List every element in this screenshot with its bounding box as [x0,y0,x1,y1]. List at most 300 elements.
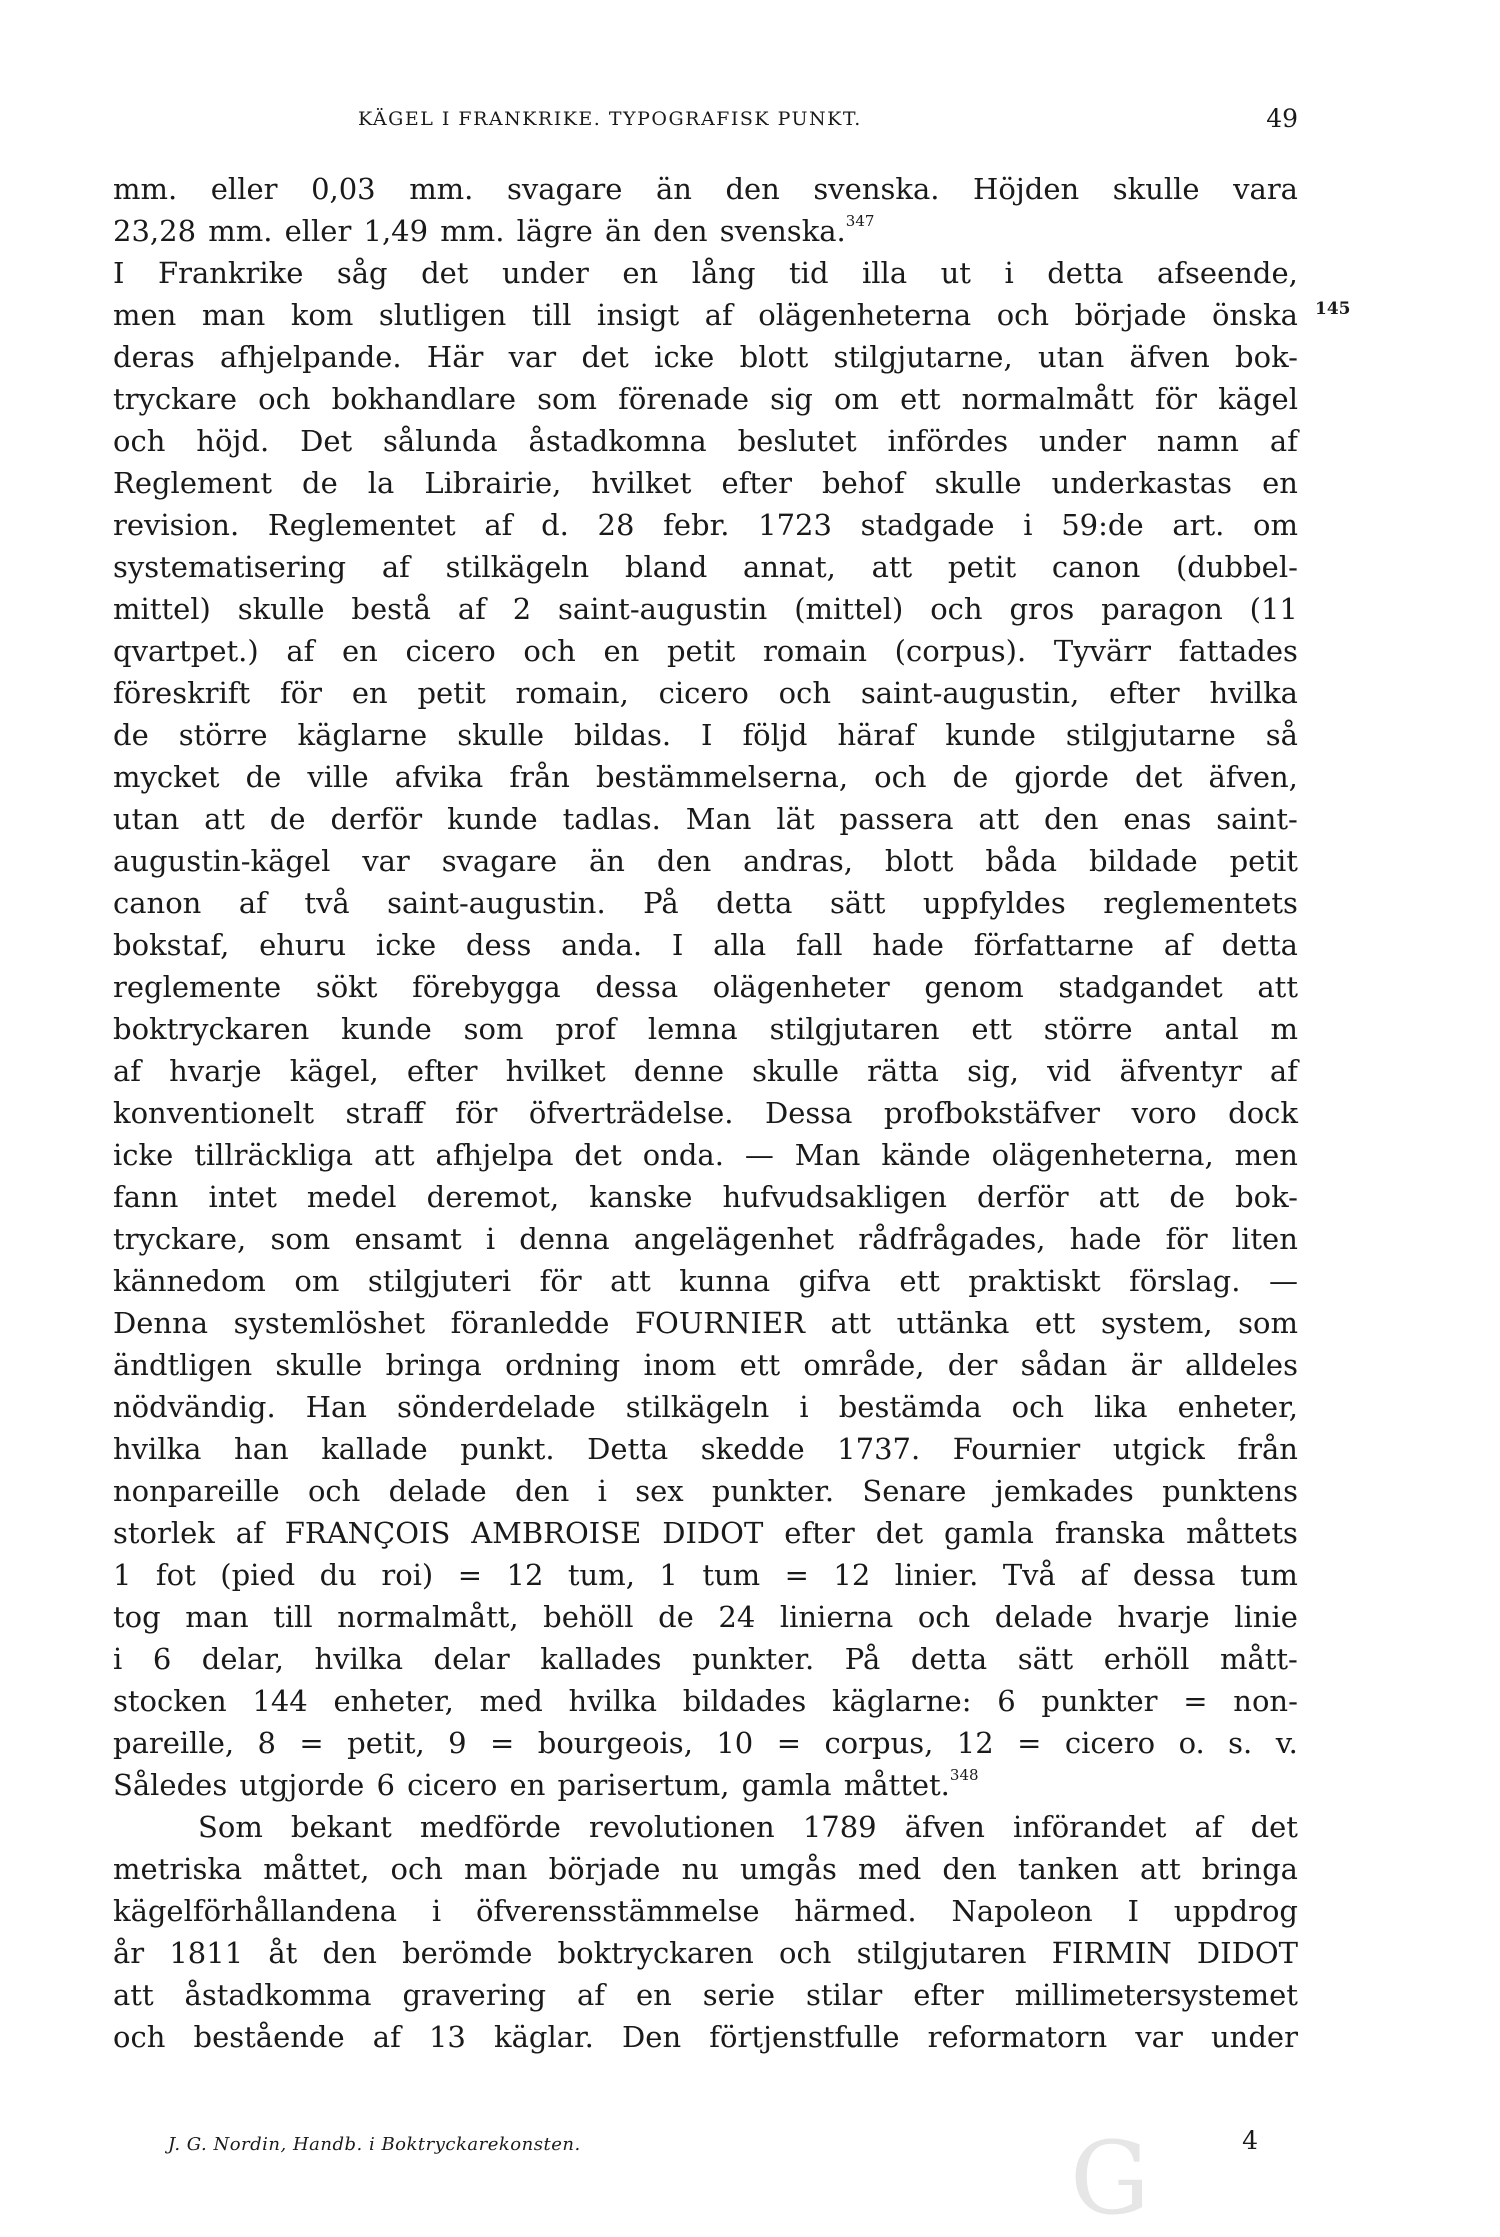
word: enas [1123,802,1192,836]
word: äfventyr [1119,1054,1242,1088]
word: en [1262,466,1298,500]
word: detta [1221,928,1298,962]
word: behof [822,466,905,500]
word: att [373,1138,415,1172]
word: slutligen [378,298,507,332]
word: af [1163,928,1192,962]
word: olägenheterna [758,298,972,332]
word: der [947,1348,998,1382]
word: 1 [659,1558,678,1592]
word: revolutionen [589,1810,775,1844]
text-line [113,546,1298,588]
word: Här [426,340,484,374]
word: romain, [515,676,629,710]
word: svagare [441,844,558,878]
word: att [610,1264,651,1298]
word: delar [433,1642,510,1676]
word: område, [803,1348,925,1382]
word: boktryckaren [113,1012,310,1046]
word: af [1194,1810,1223,1844]
word: måttets [1186,1516,1298,1550]
word: Reglementet [267,508,456,542]
text-line [113,1848,1298,1890]
word: tadlas. [562,802,661,836]
word: om [294,1264,340,1298]
word: kom [290,298,354,332]
word: skulle [237,592,325,626]
word: bringa [1201,1852,1298,1886]
word: = [776,1726,801,1760]
word: skulle [934,466,1022,500]
text-line [113,1890,1298,1932]
word: uppfyldes [922,886,1066,920]
word: namn [1156,424,1239,458]
word: öfverensstämmelse [475,1894,760,1928]
word: DIDOT [1196,1936,1298,1970]
text-line [113,504,1298,546]
word: intet [208,1180,277,1214]
word: febr. [663,508,730,542]
word: andras, [743,844,853,878]
word: lät [776,802,815,836]
word: revision. [113,508,240,542]
word: metriska [113,1852,243,1886]
word: (11 [1249,592,1298,626]
word: uppdrog [1173,1894,1298,1928]
word: nödvändig. [113,1390,276,1424]
word: vid [1047,1054,1092,1088]
word: gjorde [1014,760,1109,794]
text-line [113,798,1298,840]
text-line [113,210,1298,252]
word: förenade [618,382,750,416]
word: petit, [347,1726,425,1760]
word: parisertum, [557,1768,730,1802]
word: förtjenstfulle [709,2020,900,2054]
word: detta [910,1642,988,1676]
word: prof [555,1012,616,1046]
word: tanken [1017,1852,1119,1886]
text-line [113,1260,1298,1302]
word: Man [685,802,752,836]
word: Frankrike [157,256,304,290]
word: af [484,508,513,542]
word: af [1269,1054,1298,1088]
word: kunna [679,1264,771,1298]
word: delar, [201,1642,284,1676]
word: äfven [904,1810,985,1844]
word: afhjelpa [435,1138,554,1172]
word: två [304,886,350,920]
word: efter [721,466,793,500]
word: det [581,340,629,374]
word: kallades [540,1642,662,1676]
word: tid [789,256,829,290]
text-line [113,714,1298,756]
word: gravering [402,1978,547,2012]
word: bokstaf, [113,928,230,962]
word: cicero [658,676,749,710]
word: svenska. [813,172,940,206]
word: större [1043,1012,1133,1046]
word: började [1074,298,1187,332]
word: Detta [587,1432,669,1466]
word: saint-augustin [558,592,768,626]
text-line [113,1176,1298,1218]
word: rätta [867,1054,939,1088]
word: reformatorn [927,2020,1108,2054]
word: dock [1228,1096,1298,1130]
word: = [1183,1684,1208,1718]
text-line [113,1806,1298,1848]
word: en [635,1978,672,2012]
word: detta [716,886,793,920]
word: öfverträdelse. [528,1096,734,1130]
text-line [113,1932,1298,1974]
word: det [574,1138,622,1172]
word: canon [113,886,202,920]
word: Den [622,2020,682,2054]
word: lägre [516,214,593,248]
word: franska [1054,1516,1166,1550]
text-line [113,420,1298,462]
word: kunde [447,802,538,836]
word: 12 [833,1558,871,1592]
word: åt [268,1936,298,1970]
text-line [113,462,1298,504]
word: boktryckaren [557,1936,754,1970]
text-line [113,1302,1298,1344]
word: af [238,886,267,920]
word: Det [300,424,353,458]
word: utgick [1112,1432,1205,1466]
text-line [113,1092,1298,1134]
word: den [942,1852,997,1886]
text-line [113,1722,1298,1764]
word: praktiskt [968,1264,1101,1298]
word: tillräckliga [194,1138,354,1172]
word: af [577,1978,606,2012]
word: af [235,1516,264,1550]
word: systematisering [113,550,347,584]
text-line [113,672,1298,714]
margin-note: 145 [1315,299,1351,319]
word: och [307,1474,361,1508]
word: de [113,718,149,752]
word: 13 [428,2020,466,2054]
footnote-ref: 348 [949,1766,979,1785]
word: och [113,2020,166,2054]
word: hvilket [505,1054,606,1088]
word: delade [994,1600,1093,1634]
word: petit [1229,844,1298,878]
word: stilar [806,1978,883,2012]
word: normalmått, [337,1600,519,1634]
word: dessa [595,970,679,1004]
word: under [1210,2020,1298,2054]
word: = [299,1726,324,1760]
word: icke [654,340,715,374]
word: afseende, [1157,256,1298,290]
word: kägel, [289,1054,379,1088]
word: till [273,1600,313,1634]
word: fall [795,928,843,962]
word: canon [1051,550,1141,584]
word: serie [702,1978,776,2012]
word: efter [406,1054,478,1088]
text-line [113,1344,1298,1386]
word: saint-augustin. [387,886,606,920]
word: infördes [887,424,1009,458]
word: tryckare [113,382,238,416]
word: som [270,1222,331,1256]
word: enheter, [333,1684,454,1718]
word: saint- [1216,802,1298,836]
word: petit [666,634,736,668]
word: som [537,382,597,416]
word: punktens [1162,1474,1298,1508]
text-line [113,588,1298,630]
word: skedde [700,1432,805,1466]
word: (mittel) [794,592,904,626]
word: eller [284,214,352,248]
word: hvilket [591,466,692,500]
word: ett [971,1012,1012,1046]
word: afvika [394,760,484,794]
word: sålunda [383,424,498,458]
word: i [431,1894,442,1928]
word: för [539,1264,582,1298]
word: de [302,466,338,500]
word: punkt. [460,1432,555,1466]
word: önska [1212,298,1298,332]
word: 1789 [802,1810,877,1844]
word: för [455,1096,498,1130]
word: man [185,1600,249,1634]
word: käglar. [494,2020,594,2054]
word: skulle [752,1054,840,1088]
word: 6 [152,1642,172,1676]
word: bestämmelserna, [595,760,849,794]
word: af [381,550,410,584]
word: efter [1109,676,1180,710]
word: — [1268,1264,1298,1298]
word: erhöll [1103,1642,1190,1676]
word: denne [633,1054,725,1088]
word: efter [784,1516,855,1550]
word: tum [702,1558,761,1592]
word: mått- [1219,1642,1298,1676]
text-line [113,336,1298,378]
word: bok- [1235,1180,1298,1214]
text-line [113,1554,1298,1596]
text-line [113,168,1298,210]
word: än [655,172,692,206]
word: de [952,760,989,794]
word: af [704,298,733,332]
word: liten [1231,1222,1298,1256]
word: linier. [894,1558,979,1592]
word: ett [899,1264,940,1298]
word: I [1127,1894,1139,1928]
word: bringa [385,1348,482,1382]
word: som [463,1012,524,1046]
word: från [1237,1432,1298,1466]
word: hade [1069,1222,1142,1256]
word: skulle [457,718,545,752]
word: 12 [506,1558,544,1592]
word: romain [762,634,868,668]
word: skulle [1112,172,1200,206]
word: var [362,844,410,878]
word: nu [681,1852,719,1886]
word: 24 [718,1600,756,1634]
word: 1811 [169,1936,244,1970]
word: måttet, [263,1852,370,1886]
word: profbokstäfver [883,1096,1101,1130]
word: punkter. [692,1642,815,1676]
word: bestämda [838,1390,982,1424]
word: och [917,1600,971,1634]
word: stilgjutaren [856,1936,1027,1970]
text-line [113,1512,1298,1554]
text-line [113,630,1298,672]
word: af [113,1054,142,1088]
word: pareille, [113,1726,235,1760]
word: inom [643,1348,717,1382]
word: non- [1233,1684,1298,1718]
word: den [656,844,712,878]
word: gros [1009,592,1075,626]
word: Senare [862,1474,967,1508]
word: blott [884,844,954,878]
word: för [1165,1222,1208,1256]
text-line [113,882,1298,924]
word: sig, [967,1054,1020,1088]
word: kunde [341,1012,432,1046]
word: ett [739,1348,781,1382]
word: derför [976,1180,1069,1214]
word: käglarne [297,718,428,752]
word: linie [1234,1600,1298,1634]
text-line [113,378,1298,420]
word: vara [1233,172,1298,206]
word: tryckare, [113,1222,247,1256]
word: hvilka [568,1684,657,1718]
word: i [113,1642,123,1676]
word: ut [940,256,971,290]
word: käglarne: [832,1684,972,1718]
word: fann [113,1180,179,1214]
word: 2 [512,592,532,626]
word: Denna [113,1306,209,1340]
word: 12 [956,1726,994,1760]
text-line [113,294,1298,336]
word: mm. [208,214,273,248]
word: system, [1100,1306,1213,1340]
word: mm. [440,214,505,248]
word: hade [872,928,944,962]
word: bestå [351,592,431,626]
word: nonpareille [113,1474,280,1508]
word: att [978,802,1020,836]
word: antal [1164,1012,1239,1046]
word: af [286,634,315,668]
word: petit [417,676,486,710]
word: att [830,1306,872,1340]
word: lemna [647,1012,738,1046]
word: hvilka [314,1642,403,1676]
word: var [1135,2020,1183,2054]
word: att [1140,1852,1181,1886]
text-line [113,1470,1298,1512]
word: den [322,1936,377,1970]
word: du [319,1558,357,1592]
text-line [113,840,1298,882]
word: de [269,802,306,836]
word: och [390,1852,443,1886]
word: qvartpet.) [113,634,259,668]
word: afhjelpande. [220,340,402,374]
word: = [490,1726,515,1760]
word: häraf [837,718,916,752]
word: ordning [505,1348,621,1382]
word: Han [305,1390,367,1424]
word: föreskrift [113,676,251,710]
word: blott [739,340,809,374]
word: delade [388,1474,487,1508]
word: (pied [220,1558,296,1592]
word: mm. [409,172,474,206]
word: cicero [1064,1726,1156,1760]
word: från [509,760,570,794]
word: I [701,718,713,752]
word: de [658,1600,694,1634]
word: alla [713,928,767,962]
word: rådfrågades, [858,1222,1046,1256]
word: (dubbel- [1176,550,1298,584]
word: men [113,298,177,332]
word: punkter. [711,1474,835,1508]
word: FIRMIN [1051,1936,1172,1970]
word: anda. [561,928,643,962]
word: det [1135,760,1183,794]
word: detta [1047,256,1124,290]
word: bildade [1088,844,1198,878]
word: än [604,214,641,248]
word: ville [307,760,369,794]
word: af [457,592,486,626]
word: de [245,760,282,794]
word: härmed. [794,1894,917,1928]
word: om [1253,508,1298,542]
word: bildas. [574,718,672,752]
text-line [113,1428,1298,1470]
word: Höjden [973,172,1080,206]
word: att [113,1978,154,2012]
word: det [1250,1810,1298,1844]
word: Reglement [113,466,272,500]
word: Som [198,1810,263,1844]
word: och [1011,1390,1065,1424]
word: förebygga [412,970,561,1004]
word: umgås [740,1852,837,1886]
text-line [113,252,1298,294]
word: 28 [597,508,635,542]
word: systemlöshet [233,1306,426,1340]
word: bok- [1235,340,1298,374]
word: den [514,1474,570,1508]
